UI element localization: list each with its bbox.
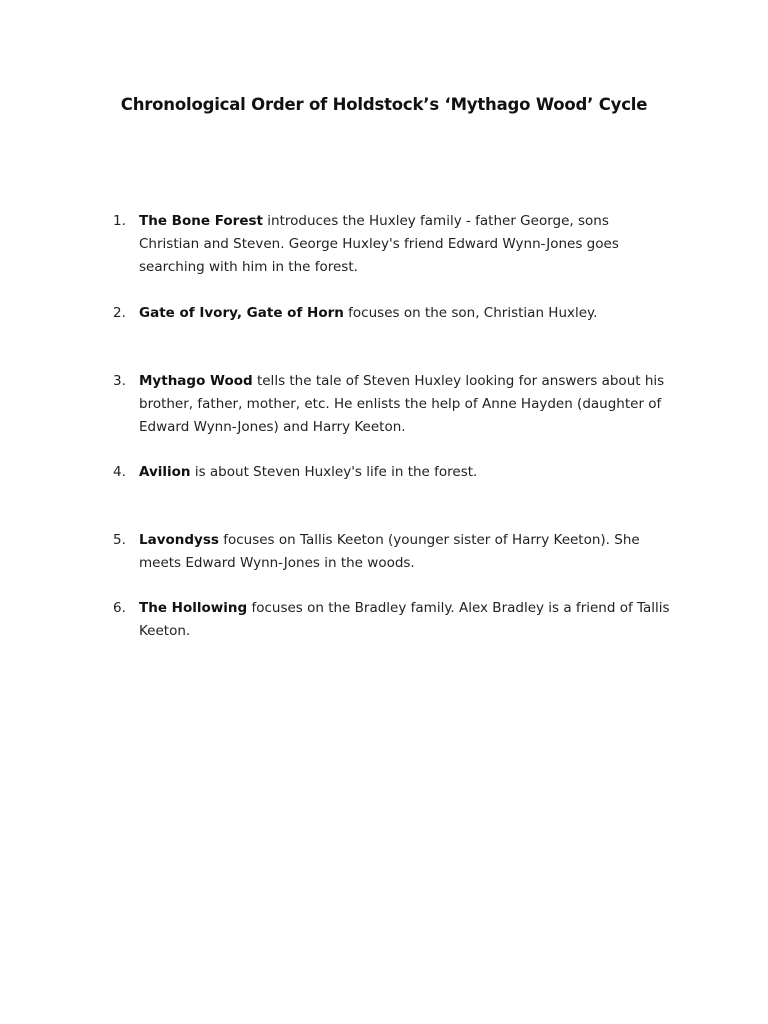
list-item-number: 5.: [113, 532, 126, 548]
book-title: Gate of Ivory, Gate of Horn: [139, 305, 344, 321]
list-item-text: [139, 370, 673, 439]
page-title: Chronological Order of Holdstock’s ‘Mythago Wood’ Cycle: [120, 95, 648, 114]
list-item-text: [139, 302, 673, 325]
list-item-text: [139, 461, 673, 484]
book-title: Lavondyss: [139, 532, 219, 548]
book-title: The Bone Forest: [139, 213, 263, 229]
book-description: tells the tale of Steven Huxley looking for answers about his brother, father, mother, etc. He enlists the help of Anne Hayden (daughter of Edward Wynn-Jones) and Harry Keeton.: [139, 373, 665, 435]
list-item-text: [139, 597, 673, 643]
list-item-number: 1.: [113, 213, 126, 229]
book-description: is about Steven Huxley's life in the forest.: [190, 464, 478, 480]
list-item-number: 2.: [113, 305, 126, 321]
book-description: introduces the Huxley family - father George, sons Christian and Steven. George Huxley's friend Edward Wynn-Jones goes searching with him in the forest.: [139, 213, 619, 275]
book-description: focuses on the son, Christian Huxley.: [343, 305, 598, 321]
book-description: focuses on Tallis Keeton (younger sister of Harry Keeton). She meets Edward Wynn-Jones in the woods.: [139, 532, 640, 571]
book-title: The Hollowing: [139, 600, 248, 616]
list-item-number: 3.: [113, 373, 126, 389]
list-item-text: [139, 529, 673, 575]
list-item-number: 4.: [113, 464, 126, 480]
list-item-text: [139, 210, 673, 279]
book-title: Mythago Wood: [139, 373, 253, 389]
book-title: Avilion: [139, 464, 191, 480]
book-description: focuses on the Bradley family. Alex Bradley is a friend of Tallis Keeton.: [139, 600, 670, 639]
list-item-number: 6.: [113, 600, 126, 616]
